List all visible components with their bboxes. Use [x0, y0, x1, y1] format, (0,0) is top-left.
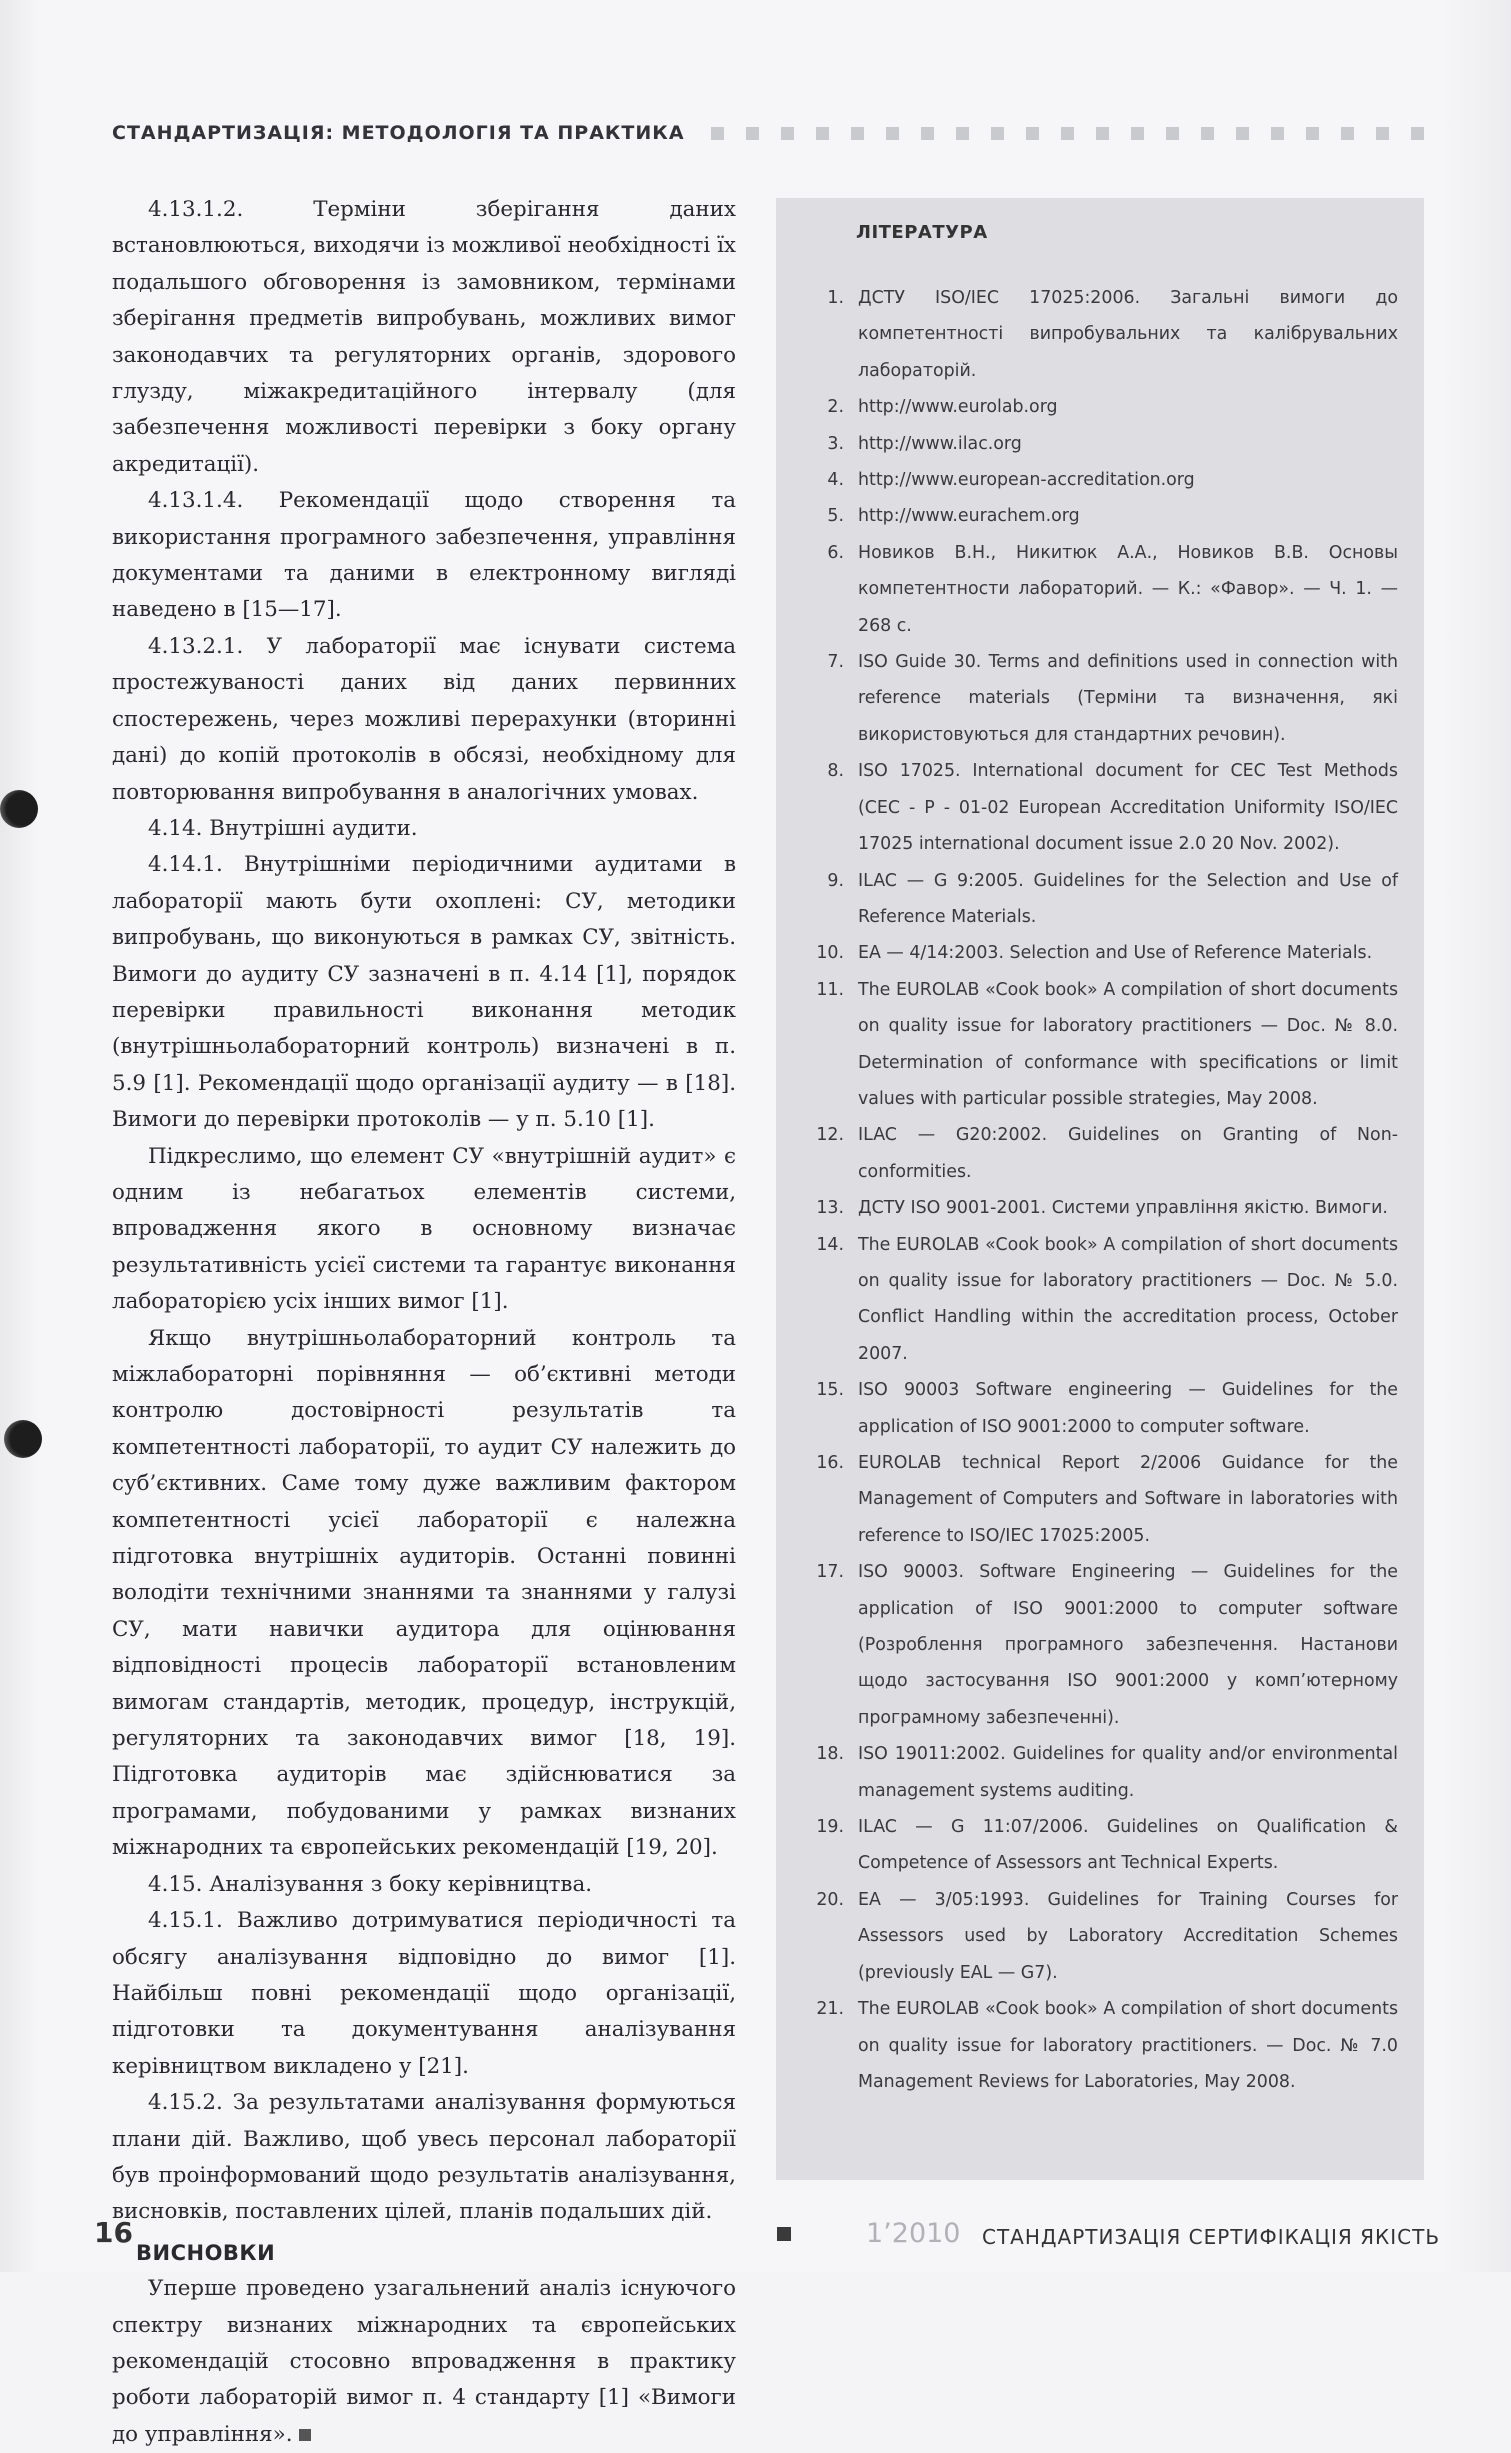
- reference-item: [800, 1227, 1398, 1373]
- reference-item: [800, 1991, 1398, 2100]
- reference-number: 12.: [816, 1125, 844, 1146]
- reference-number: 14.: [816, 1234, 844, 1255]
- reference-text: EA — 4/14:2003. Selection and Use of Reference Materials.: [858, 943, 1373, 964]
- reference-item: [800, 1809, 1398, 1882]
- paragraph: 4.13.2.1. У лабораторії має існувати система простежуваності даних від даних первинних спостережень, через можливі перерахунки (вторинні дані) до копій протоколів в обсязі, необхідному для повторювання випробування в аналогічних умовах.: [112, 633, 736, 805]
- reference-number: 1.: [827, 288, 844, 308]
- reference-text: ILAC — G 9:2005. Guidelines for the Selection and Use of Reference Materials.: [858, 870, 1398, 927]
- reference-text: The EUROLAB «Cook book» A compilation of short documents on quality issue for laboratory practitioners — Doc. № 5.0. Conflict Handling within the accreditation process, October 2007.: [858, 1234, 1398, 1364]
- reference-number: 8.: [827, 761, 844, 782]
- reference-text: http://www.eurachem.org: [858, 506, 1080, 527]
- reference-item: [800, 1736, 1398, 1809]
- reference-item: [800, 389, 1398, 425]
- paragraph: 4.15.1. Важливо дотримуватися періодичності та обсягу аналізування відповідно до вимог [1]. Найбільш повні рекомендації щодо організації, підготовки та документування аналізування керівництвом викладено у [21].: [112, 1908, 736, 2079]
- reference-number: 15.: [816, 1380, 844, 1401]
- reference-number: 20.: [816, 1889, 844, 1910]
- references-title: ЛІТЕРАТУРА: [856, 222, 988, 243]
- reference-item: [800, 1554, 1398, 1736]
- reference-text: The EUROLAB «Cook book» A compilation of short documents on quality issue for laboratory practitioners — Doc. № 8.0. Determination of conformance with specifications or limit values with particular possible strategies, May 2008.: [858, 979, 1398, 1109]
- reference-number: 11.: [816, 979, 844, 1000]
- reference-number: 18.: [816, 1744, 844, 1765]
- reference-item: [800, 1882, 1398, 1991]
- paragraph: 4.13.1.4. Рекомендації щодо створення та використання програмного забезпечення, управління документами та даними в електронному вигляді наведено в [15—17].: [112, 488, 736, 623]
- reference-number: 2.: [827, 397, 844, 418]
- reference-item: [800, 426, 1398, 462]
- reference-text: ДСТУ ISO/IEC 17025:2006. Загальні вимоги до компетентності випробувальних та калібрувальних лабораторій.: [858, 288, 1398, 381]
- reference-number: 7.: [827, 652, 844, 673]
- reference-item: [800, 753, 1398, 862]
- reference-text: http://www.ilac.org: [858, 433, 1022, 454]
- reference-text: Новиков В.Н., Никитюк А.А., Новиков В.В. Основы компетентности лабораторий. — К.: «Фавор». — Ч. 1. — 268 с.: [858, 542, 1398, 636]
- paragraph: 4.14.1. Внутрішніми періодичними аудитами в лабораторії мають бути охоплені: СУ, методики випробувань, що виконуються в рамках СУ, звітність. Вимоги до аудиту СУ зазначені в п. 4.14 [1], порядок перевірки правильності виконання методик (внутрішньолабораторний контроль) визначені в п. 5.9 [1]. Рекомендації щодо організації аудиту — в [18]. Вимоги до перевірки протоколів — у п. 5.10 [1].: [112, 852, 736, 1133]
- reference-text: ДСТУ ISO 9001-2001. Системи управління якістю. Вимоги.: [858, 1198, 1388, 1219]
- reference-number: 21.: [816, 1999, 844, 2020]
- references-list: [800, 280, 1398, 2100]
- reference-item: [800, 462, 1398, 498]
- reference-item: [800, 280, 1398, 389]
- reference-text: ISO 19011:2002. Guidelines for quality and/or environmental management systems auditing.: [858, 1744, 1398, 1801]
- reference-text: http://www.european-accreditation.org: [858, 470, 1195, 491]
- header-title: СТАНДАРТИЗАЦІЯ: МЕТОДОЛОГІЯ ТА ПРАКТИКА: [112, 122, 685, 144]
- reference-text: ILAC — G20:2002. Guidelines on Granting of Non-conformities.: [858, 1125, 1398, 1182]
- paragraph: Якщо внутрішньолабораторний контроль та міжлабораторні порівняння — об’єктивні методи контролю достовірності результатів та компетентності лабораторії, то аудит СУ належить до суб’єктивних. Саме тому дуже важливим фактором компетентності усієї лабораторії є належна підготовка внутрішніх аудиторів. Останні повинні володіти технічними знаннями та знаннями у галузі СУ, мати навички аудитора для оцінювання відповідності процесів лабораторії встановленим вимогам стандартів, методик, процедур, інструкцій, регуляторних та законодавчих вимог [18, 19]. Підготовка аудиторів має здійснюватися за програмами, побудованими у рамках визнаних міжнародних та європейських рекомендацій [19, 20].: [112, 1325, 736, 1861]
- reference-text: EUROLAB technical Report 2/2006 Guidance for the Management of Computers and Software in laboratories with reference to ISO/IEC 17025:2005.: [858, 1453, 1398, 1546]
- end-of-article-mark: [299, 2429, 311, 2441]
- reference-item: [800, 1372, 1398, 1445]
- reference-number: 13.: [816, 1198, 844, 1219]
- reference-text: ISO 17025. International document for CEC Test Methods (CEC - P - 01-02 European Accreditation Uniformity ISO/IEC 17025 international document issue 2.0 20 Nov. 2002).: [858, 761, 1398, 855]
- header-decoration: [711, 127, 1424, 140]
- paragraph: 4.15.2. За результатами аналізування формуються плани дій. Важливо, щоб увесь персонал лабораторії був проінформований щодо результатів аналізування, висновків, поставлених цілей, планів подальших дій.: [112, 2090, 736, 2225]
- reference-item: [800, 535, 1398, 644]
- reference-number: 5.: [827, 506, 844, 527]
- article-body: [112, 192, 736, 2453]
- reference-text: ISO 90003. Software Engineering — Guidelines for the application of ISO 9001:2000 to computer software (Розроблення програмного забезпечення. Настанови щодо застосування ISO 9001:2000 у комп’ютерному програмному забезпеченні).: [858, 1562, 1398, 1728]
- reference-number: 19.: [816, 1817, 844, 1838]
- reference-number: 10.: [816, 943, 844, 964]
- reference-number: 4.: [827, 470, 844, 491]
- reference-item: [800, 863, 1398, 936]
- paragraph: 4.14. Внутрішні аудити.: [148, 815, 418, 841]
- conclusions-text: Уперше проведено узагальнений аналіз існуючого спектру визнаних міжнародних та європейських рекомендацій стосовно впровадження в практику роботи лабораторій вимог п. 4 стандарту [1] «Вимоги до управління».: [112, 2276, 736, 2447]
- reference-number: 6.: [827, 542, 844, 563]
- reference-number: 9.: [827, 870, 844, 891]
- reference-text: The EUROLAB «Cook book» A compilation of short documents on quality issue for laboratory practitioners. — Doc. № 7.0 Management Reviews for Laboratories, May 2008.: [858, 1999, 1398, 2092]
- reference-item: [800, 498, 1398, 534]
- reference-number: 3.: [827, 433, 844, 454]
- reference-number: 17.: [816, 1562, 844, 1583]
- page-number: 16: [94, 2216, 133, 2249]
- running-header: [112, 118, 1432, 148]
- reference-text: http://www.eurolab.org: [858, 397, 1058, 418]
- punch-hole-bottom: [4, 1420, 42, 1458]
- reference-item: [800, 1117, 1398, 1190]
- reference-item: [800, 935, 1398, 971]
- reference-item: [800, 644, 1398, 753]
- footer-square-mark: [777, 2227, 791, 2241]
- references-sidebar: [776, 198, 1424, 2180]
- reference-item: [800, 1445, 1398, 1554]
- paragraph: Підкреслимо, що елемент СУ «внутрішній аудит» є одним із небагатьох елементів системи, впровадження якого в основному визначає результативність усієї системи та гарантує виконання лабораторією усіх інших вимог [1].: [112, 1143, 736, 1315]
- reference-text: EA — 3/05:1993. Guidelines for Training Courses for Assessors used by Laboratory Accreditation Schemes (previously EAL — G7).: [858, 1889, 1398, 1983]
- conclusions-paragraph: [112, 2271, 736, 2453]
- paragraph: 4.13.1.2. Терміни зберігання даних встановлюються, виходячи із можливої необхідності їх подальшого обговорення із замовником, термінами зберігання предметів випробувань, можливих вимог законодавчих та регуляторних органів, здорового глузду, міжакредитаційного інтервалу (для забезпечення можливості перевірки з боку органу акредитації).: [112, 197, 736, 477]
- issue-number: 1’2010: [866, 2218, 961, 2249]
- reference-item: [800, 972, 1398, 1118]
- reference-text: ILAC — G 11:07/2006. Guidelines on Qualification & Competence of Assessors ant Technical Experts.: [858, 1817, 1398, 1874]
- conclusions-heading: ВИСНОВКИ: [136, 2240, 276, 2265]
- paragraph: 4.15. Аналізування з боку керівництва.: [148, 1871, 593, 1897]
- reference-number: 16.: [816, 1453, 844, 1473]
- reference-text: ISO 90003 Software engineering — Guidelines for the application of ISO 9001:2000 to computer software.: [858, 1380, 1398, 1437]
- punch-hole-top: [0, 790, 38, 828]
- reference-item: [800, 1190, 1398, 1226]
- reference-text: ISO Guide 30. Terms and definitions used in connection with reference materials (Терміни та визначення, які використовуються для стандартних речовин).: [858, 652, 1398, 745]
- journal-name: СТАНДАРТИЗАЦІЯ СЕРТИФІКАЦІЯ ЯКІСТЬ: [982, 2225, 1441, 2249]
